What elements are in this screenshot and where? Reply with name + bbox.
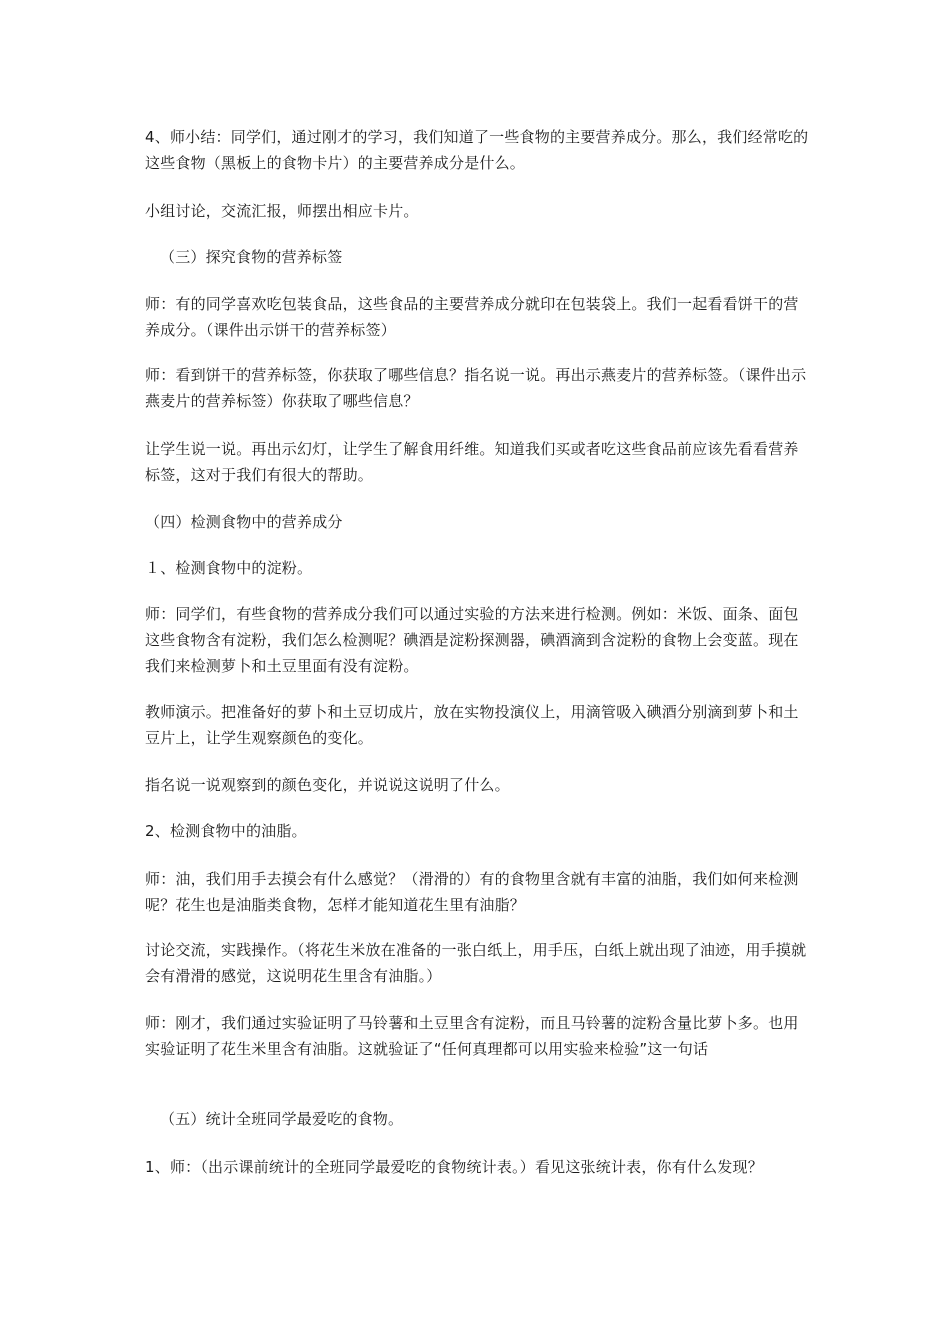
paragraph-group-discussion: 小组讨论，交流汇报，师摆出相应卡片。 bbox=[145, 202, 419, 220]
paragraph-fiber: 让学生说一说。再出示幻灯，让学生了解食用纤维。知道我们买或者吃这些食品前应该先看看营养标签，这对于我们有很大的帮助。 bbox=[145, 440, 799, 484]
section-heading-5: （五）统计全班同学最爱吃的食物。 bbox=[160, 1110, 404, 1128]
paragraph-oil-question: 师：油，我们用手去摸会有什么感觉？（滑滑的）有的食物里含就有丰富的油脂，我们如何来检测呢？花生也是油脂类食物，怎样才能知道花生里有油脂？ bbox=[145, 870, 799, 914]
section-heading-3: （三）探究食物的营养标签 bbox=[160, 248, 343, 266]
paragraph-color-change: 指名说一说观察到的颜色变化，并说说这说明了什么。 bbox=[145, 776, 510, 794]
paragraph-packaged-food: 师：有的同学喜欢吃包装食品，这些食品的主要营养成分就印在包装袋上。我们一起看看饼干的营养成分。（课件出示饼干的营养标签） bbox=[145, 295, 799, 339]
paragraph-teacher-summary: 4、师小结：同学们，通过刚才的学习，我们知道了一些食物的主要营养成分。那么，我们经常吃的这些食物（黑板上的食物卡片）的主要营养成分是什么。 bbox=[145, 128, 809, 172]
section-heading-4: （四）检测食物中的营养成分 bbox=[145, 513, 343, 531]
paragraph-statistics: 1、师：（出示课前统计的全班同学最爱吃的食物统计表。）看见这张统计表，你有什么发现？ bbox=[145, 1158, 763, 1176]
subheading-fat: 2、检测食物中的油脂。 bbox=[145, 822, 307, 840]
subheading-starch: １、检测食物中的淀粉。 bbox=[145, 559, 313, 577]
paragraph-conclusion: 师：刚才，我们通过实验证明了马铃薯和土豆里含有淀粉，而且马铃薯的淀粉含量比萝卜多。也用实验证明了花生米里含有油脂。这就验证了“任何真理都可以用实验来检验”这一句话 bbox=[145, 1014, 799, 1058]
paragraph-teacher-demo: 教师演示。把准备好的萝卜和土豆切成片，放在实物投演仪上，用滴管吸入碘酒分别滴到萝卜和土豆片上，让学生观察颜色的变化。 bbox=[145, 703, 799, 747]
paragraph-practice: 讨论交流，实践操作。（将花生米放在准备的一张白纸上，用手压，白纸上就出现了油迹，用手摸就会有滑滑的感觉，这说明花生里含有油脂。） bbox=[145, 941, 807, 985]
paragraph-starch-test: 师：同学们，有些食物的营养成分我们可以通过实验的方法来进行检测。例如：米饭、面条、面包这些食物含有淀粉，我们怎么检测呢？碘酒是淀粉探测器，碘酒滴到含淀粉的食物上会变蓝。现在我们来检测萝卜和土豆里面有没有淀粉。 bbox=[145, 605, 799, 675]
paragraph-label-info: 师：看到饼干的营养标签，你获取了哪些信息？指名说一说。再出示燕麦片的营养标签。（课件出示燕麦片的营养标签）你获取了哪些信息？ bbox=[145, 366, 807, 410]
